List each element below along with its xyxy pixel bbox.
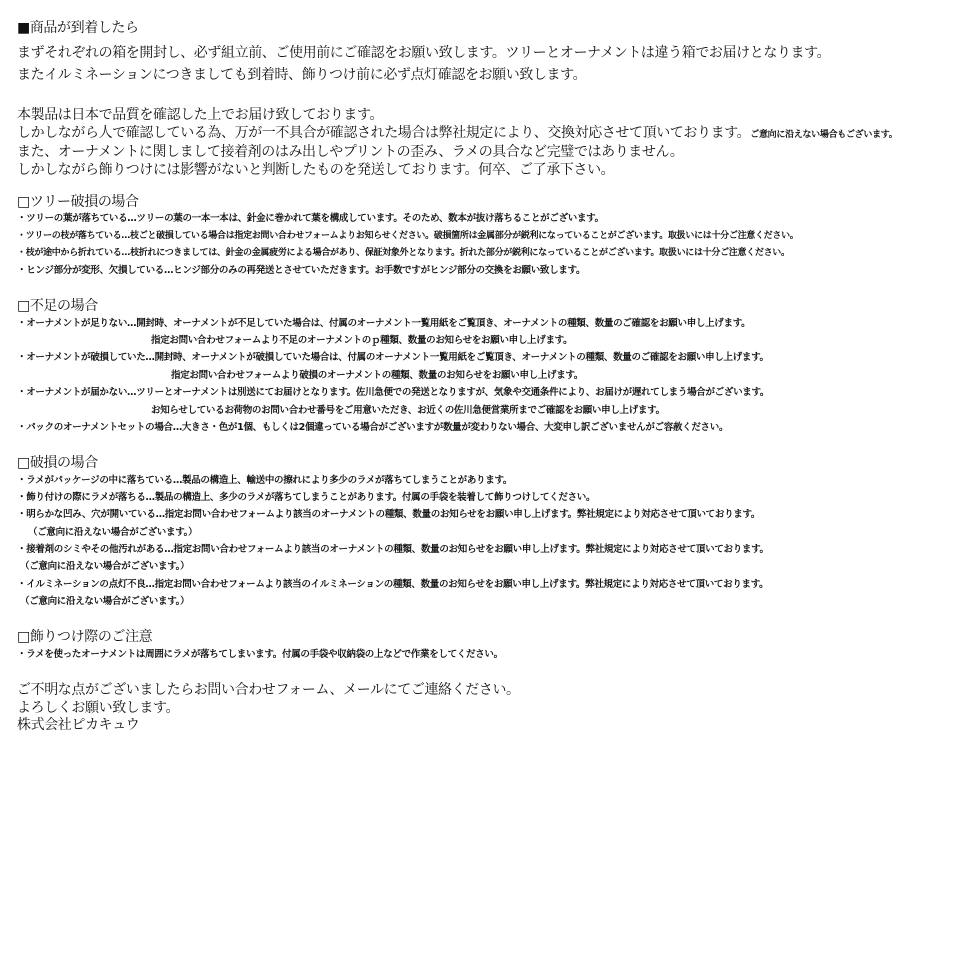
tree-item-2: ・ツリーの枝が落ちている…枝ごと破損している場合は指定お問い合わせフォームよりお知らせください。破損箇所は金属部分が鋭利になっていることがございます。取扱いには十分ご注意ください。 [17, 231, 799, 241]
short-item-4: ・パックのオーナメントセットの場合…大きさ・色が1個、もしくは2個違っている場合がございますが数量が変わりない場合、大変申し訳ございませんがご容赦ください。 [17, 422, 729, 433]
tree-item-3: ・枝が途中から折れている…枝折れにつきましては、針金の金属疲労による場合があり、保証対象外となります。折れた部分が鋭利になっていることがございます。取扱いには十分ご注意ください。 [17, 248, 790, 258]
damage-item-1: ・ラメがパッケージの中に落ちている…製品の構造上、輸送中の擦れにより多少のラメが落ちてしまうことがあります。 [17, 475, 513, 486]
tree-item-4: ・ヒンジ部分が変形、欠損している…ヒンジ部分のみの再発送とさせていただきます。お手数ですがヒンジ部分の交換をお願い致します。 [17, 265, 586, 276]
quality-text-2-main: しかしながら人で確認している為、万が一不具合が確認された場合は弊社規定により、交換対応させて頂いております。 [17, 125, 751, 141]
company-name: 株式会社ピカキュウ [17, 717, 140, 733]
short-item-3: ・オーナメントが届かない…ツリーとオーナメントは別送にてお届けとなります。佐川急便での発送となりますが、気象や交通条件により、お届けが遅れてしまう場合がございます。 [17, 387, 770, 398]
closing-regards: よろしくお願い致します。 [17, 700, 180, 716]
quality-text-2-note: ご意向に沿えない場合もございます。 [750, 130, 898, 140]
short-item-1-detail: 指定お問い合わせフォームより不足のオーナメントのｐ種類、数量のお知らせをお願い申し上げます。 [151, 335, 573, 346]
damage-item-5-note: （ご意向に沿えない場合がございます。） [20, 596, 190, 607]
deco-heading: □飾りつけ際のご注意 [17, 629, 153, 645]
damage-heading: □破損の場合 [17, 455, 98, 471]
arrival-text-2: またイルミネーションにつきましても到着時、飾りつけ前に必ず点灯確認をお願い致します。 [17, 67, 587, 83]
short-item-3-detail: お知らせしているお荷物のお問い合わせ番号をご用意いただき、お近くの佐川急便営業所までご確認をお願い申し上げます。 [151, 405, 665, 416]
damage-item-4: ・接着剤のシミやその他汚れがある…指定お問い合わせフォームより該当のオーナメントの種類、数量のお知らせをお願い申し上げます。弊社規定により対応させて頂いております。 [17, 544, 769, 555]
arrival-heading: ■商品が到着したら [17, 20, 139, 36]
tree-item-1: ・ツリーの葉が落ちている…ツリーの葉の一本一本は、針金に巻かれて葉を構成しています。そのため、数本が抜け落ちることがございます。 [17, 213, 604, 224]
damage-item-5: ・イルミネーションの点灯不良…指定お問い合わせフォームより該当のイルミネーションの種類、数量のお知らせをお願い申し上げます。弊社規定により対応させて頂いております。 [17, 579, 769, 590]
damage-item-3-note: （ご意向に沿えない場合がございます。） [28, 527, 198, 538]
short-item-2-detail: 指定お問い合わせフォームより破損のオーナメントの種類、数量のお知らせをお願い申し上げます。 [171, 370, 584, 381]
arrival-text-1: まずそれぞれの箱を開封し、必ず組立前、ご使用前にご確認をお願い致します。ツリーとオーナメントは違う箱でお届けとなります。 [17, 45, 831, 61]
damage-item-3: ・明らかな凹み、穴が開いている…指定お問い合わせフォームより該当のオーナメントの種類、数量のお知らせをお願い申し上げます。弊社規定により対応させて頂いております。 [17, 509, 761, 520]
short-item-1: ・オーナメントが足りない…開封時、オーナメントが不足していた場合は、付属のオーナメント一覧用紙をご覧頂き、オーナメントの種類、数量のご確認をお願い申し上げます。 [17, 318, 751, 329]
quality-text-2 [17, 122, 897, 142]
deco-item-1: ・ラメを使ったオーナメントは周囲にラメが落ちてしまいます。付属の手袋や収納袋の上などで作業をしてください。 [17, 649, 503, 660]
quality-text-1: 本製品は日本で品質を確認した上でお届け致しております。 [17, 107, 384, 123]
short-item-2: ・オーナメントが破損していた…開封時、オーナメントが破損していた場合は、付属のオーナメント一覧用紙をご覧頂き、オーナメントの種類、数量のご確認をお願い申し上げます。 [17, 352, 769, 363]
quality-text-4: しかしながら飾りつけには影響がないと判断したものを発送しております。何卒、ご了承下さい。 [17, 162, 615, 178]
closing-contact: ご不明な点がございましたらお問い合わせフォーム、メールにてご連絡ください。 [17, 682, 520, 698]
quality-text-3: また、オーナメントに関しまして接着剤のはみ出しやプリントの歪み、ラメの具合など完璧ではありません。 [17, 144, 684, 160]
short-heading: □不足の場合 [17, 298, 98, 314]
tree-heading: □ツリー破損の場合 [17, 194, 139, 210]
damage-item-4-note: （ご意向に沿えない場合がございます。） [20, 561, 190, 572]
damage-item-2: ・飾り付けの際にラメが落ちる…製品の構造上、多少のラメが落ちてしまうことがあります。付属の手袋を装着して飾りつけしてください。 [17, 492, 596, 503]
